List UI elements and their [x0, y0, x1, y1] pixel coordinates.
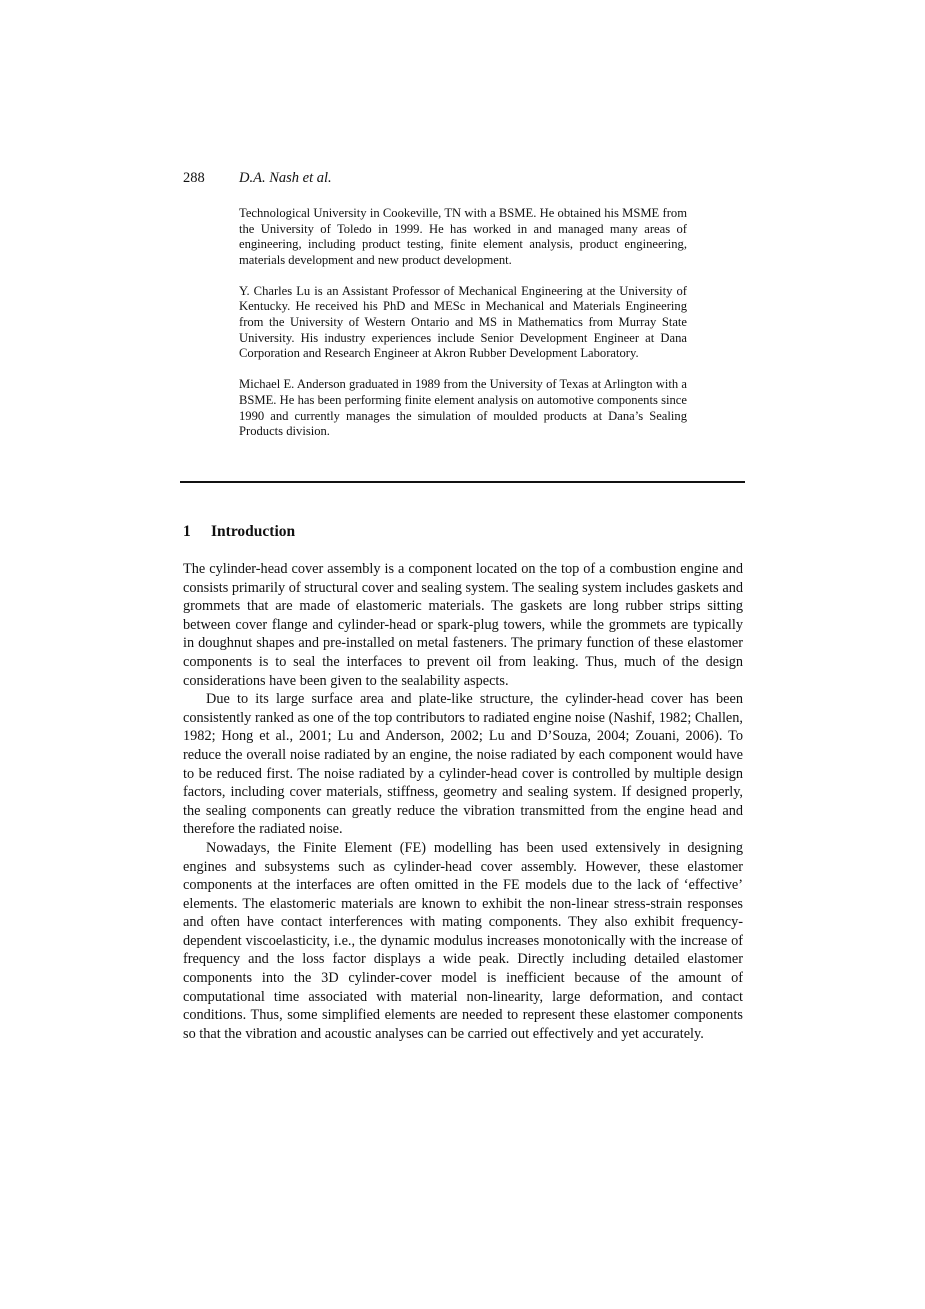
bio-paragraph: Y. Charles Lu is an Assistant Professor of Mechanical Engineering at the University of Kentucky. He received his PhD and MESc in Mechanical and Materials Engineering from the University of Western Ontario and MS in Mathematics from Murray State University. His industry experiences include Senior Development Engineer at Dana Corporation and Research Engineer at Akron Rubber Development Laboratory.: [239, 283, 687, 361]
body-paragraph: Nowadays, the Finite Element (FE) modelling has been used extensively in designing engines and subsystems such as cylinder-head cover assembly. However, these elastomer components at the interfaces are often omitted in the FE models due to the lack of ‘effective’ elements. The elastomeric materials are known to exhibit the non-linear stress-strain responses and often have contact interferences with mating components. They also exhibit frequency-dependent viscoelasticity, i.e., the dynamic modulus increases monotonically with the increase of frequency and the loss factor displays a wide peak. Directly including detailed elastomer components into the 3D cylinder-cover model is inefficient because of the amount of computational time associated with material non-linearity, large deformation, and contact conditions. Thus, some simplified elements are needed to represent these elastomer components so that the vibration and acoustic analyses can be carried out effectively and yet accurately.: [183, 839, 743, 1042]
author-bios: [239, 206, 687, 455]
section-divider: [180, 481, 745, 483]
section-heading: [183, 522, 295, 541]
running-title: D.A. Nash et al.: [239, 170, 332, 186]
bio-paragraph: Michael E. Anderson graduated in 1989 from the University of Texas at Arlington with a BSME. He has been performing finite element analysis on automotive components since 1990 and currently manages the simulation of moulded products at Dana’s Sealing Products division.: [239, 377, 687, 439]
page-header: [183, 169, 332, 187]
body-paragraph: Due to its large surface area and plate-like structure, the cylinder-head cover has been consistently ranked as one of the top contributors to radiated engine noise (Nashif, 1982; Challen, 1982; Hong et al., 2001; Lu and Anderson, 2002; Lu and D’Souza, 2004; Zouani, 2006). To reduce the overall noise radiated by an engine, the noise radiated by each component would have to be reduced first. The noise radiated by a cylinder-head cover is controlled by multiple design factors, including cover materials, stiffness, geometry and sealing system. If designed properly, the sealing components can greatly reduce the vibration transmitted from the engine head and therefore the radiated noise.: [183, 691, 743, 838]
section-number: 1: [183, 523, 191, 540]
page-number: 288: [183, 170, 205, 186]
bio-paragraph: Technological University in Cookeville, TN with a BSME. He obtained his MSME from the University of Toledo in 1999. He has worked in and managed many areas of engineering, including product testing, finite element analysis, product engineering, materials development and new product development.: [239, 206, 687, 267]
body-text: [183, 560, 743, 1043]
body-paragraph: The cylinder-head cover assembly is a component located on the top of a combustion engine and consists primarily of structural cover and sealing system. The sealing system includes gaskets and grommets that are made of elastomeric materials. The gaskets are long rubber strips sitting between cover flange and cylinder-head or spark-plug towers, while the grommets are typically in doughnut shapes and pre-installed on metal fasteners. The primary function of these elastomer components is to seal the interfaces to prevent oil from leaking. Thus, much of the design considerations have been given to the sealability aspects.: [183, 561, 743, 689]
section-title: Introduction: [211, 523, 296, 540]
